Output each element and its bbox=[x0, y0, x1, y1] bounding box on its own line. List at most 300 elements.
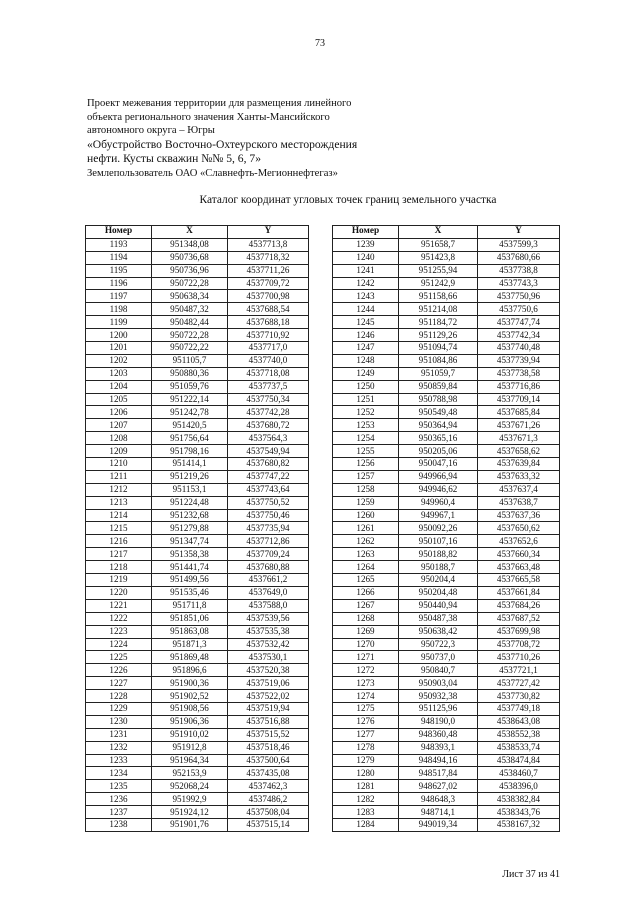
table-row bbox=[333, 612, 560, 625]
table-row bbox=[333, 561, 560, 574]
table-row bbox=[333, 690, 560, 703]
table-row bbox=[333, 702, 560, 715]
cell-y: 4537747,74 bbox=[478, 316, 560, 329]
cell-y: 4537522,02 bbox=[228, 690, 309, 703]
cell-y: 4538460,7 bbox=[478, 767, 560, 780]
cell-number: 1281 bbox=[333, 780, 399, 793]
cell-x: 948517,84 bbox=[399, 767, 478, 780]
table-row bbox=[333, 638, 560, 651]
cell-x: 950736,96 bbox=[152, 264, 228, 277]
cell-x: 951129,26 bbox=[399, 329, 478, 342]
cell-x: 952153,9 bbox=[152, 767, 228, 780]
cell-y: 4537710,92 bbox=[228, 329, 309, 342]
cell-x: 949946,62 bbox=[399, 483, 478, 496]
cell-x: 951214,08 bbox=[399, 303, 478, 316]
cell-number: 1219 bbox=[86, 574, 152, 587]
coordinates-table-right bbox=[332, 225, 560, 832]
cell-number: 1264 bbox=[333, 561, 399, 574]
table-row bbox=[86, 806, 309, 819]
cell-number: 1232 bbox=[86, 741, 152, 754]
cell-number: 1261 bbox=[333, 522, 399, 535]
cell-number: 1252 bbox=[333, 406, 399, 419]
table-row bbox=[333, 728, 560, 741]
cell-y: 4537599,3 bbox=[478, 238, 560, 251]
cell-y: 4537663,48 bbox=[478, 561, 560, 574]
cell-y: 4537750,6 bbox=[478, 303, 560, 316]
cell-number: 1194 bbox=[86, 251, 152, 264]
cell-y: 4537750,34 bbox=[228, 393, 309, 406]
table-row bbox=[86, 780, 309, 793]
table-row bbox=[333, 483, 560, 496]
cell-number: 1262 bbox=[333, 535, 399, 548]
cell-x: 949960,4 bbox=[399, 496, 478, 509]
cell-number: 1226 bbox=[86, 664, 152, 677]
cell-y: 4537712,86 bbox=[228, 535, 309, 548]
table-row bbox=[333, 277, 560, 290]
cell-y: 4538552,38 bbox=[478, 728, 560, 741]
table-row bbox=[86, 702, 309, 715]
cell-x: 950903,04 bbox=[399, 677, 478, 690]
table-row bbox=[86, 690, 309, 703]
table-row bbox=[86, 586, 309, 599]
table-row bbox=[86, 741, 309, 754]
cell-number: 1231 bbox=[86, 728, 152, 741]
cell-number: 1203 bbox=[86, 367, 152, 380]
cell-x: 951658,7 bbox=[399, 238, 478, 251]
cell-number: 1227 bbox=[86, 677, 152, 690]
cell-x: 951499,56 bbox=[152, 574, 228, 587]
table-row bbox=[333, 586, 560, 599]
cell-number: 1233 bbox=[86, 754, 152, 767]
table-row bbox=[86, 625, 309, 638]
table-row bbox=[86, 535, 309, 548]
table-row bbox=[333, 818, 560, 831]
cell-number: 1263 bbox=[333, 548, 399, 561]
table-row bbox=[86, 522, 309, 535]
cell-number: 1240 bbox=[333, 251, 399, 264]
table-row bbox=[86, 264, 309, 277]
cell-y: 4538474,84 bbox=[478, 754, 560, 767]
cell-x: 951992,9 bbox=[152, 793, 228, 806]
cell-y: 4537684,26 bbox=[478, 599, 560, 612]
cell-x: 951901,76 bbox=[152, 818, 228, 831]
cell-y: 4537637,4 bbox=[478, 483, 560, 496]
cell-x: 951158,66 bbox=[399, 290, 478, 303]
cell-number: 1195 bbox=[86, 264, 152, 277]
table-row bbox=[333, 548, 560, 561]
cell-x: 951535,46 bbox=[152, 586, 228, 599]
table-row bbox=[86, 277, 309, 290]
cell-y: 4537688,18 bbox=[228, 316, 309, 329]
table-row bbox=[86, 406, 309, 419]
cell-x: 951222,14 bbox=[152, 393, 228, 406]
cell-y: 4537665,58 bbox=[478, 574, 560, 587]
table-row bbox=[333, 303, 560, 316]
cell-y: 4537649,0 bbox=[228, 586, 309, 599]
cell-y: 4537515,14 bbox=[228, 818, 309, 831]
table-row bbox=[86, 483, 309, 496]
cell-y: 4537727,42 bbox=[478, 677, 560, 690]
cell-x: 949966,94 bbox=[399, 470, 478, 483]
cell-number: 1273 bbox=[333, 677, 399, 690]
header-line: автономного округа – Югры bbox=[87, 125, 215, 137]
cell-y: 4537633,32 bbox=[478, 470, 560, 483]
column-header-number: Номер bbox=[86, 226, 152, 239]
cell-y: 4537658,62 bbox=[478, 445, 560, 458]
cell-x: 950722,28 bbox=[152, 329, 228, 342]
cell-x: 948360,48 bbox=[399, 728, 478, 741]
cell-y: 4537680,66 bbox=[478, 251, 560, 264]
table-row bbox=[86, 342, 309, 355]
cell-y: 4537660,34 bbox=[478, 548, 560, 561]
cell-x: 950188,7 bbox=[399, 561, 478, 574]
header-line: нефти. Кусты скважин №№ 5, 6, 7» bbox=[87, 152, 261, 166]
cell-x: 951798,16 bbox=[152, 445, 228, 458]
cell-y: 4537530,1 bbox=[228, 651, 309, 664]
cell-x: 949019,34 bbox=[399, 818, 478, 831]
cell-y: 4537750,46 bbox=[228, 509, 309, 522]
cell-number: 1216 bbox=[86, 535, 152, 548]
cell-x: 948714,1 bbox=[399, 806, 478, 819]
cell-x: 951184,72 bbox=[399, 316, 478, 329]
cell-y: 4537743,64 bbox=[228, 483, 309, 496]
cell-number: 1211 bbox=[86, 470, 152, 483]
table-row bbox=[333, 741, 560, 754]
cell-x: 951910,02 bbox=[152, 728, 228, 741]
page-number: 73 bbox=[315, 38, 325, 49]
cell-x: 951414,1 bbox=[152, 458, 228, 471]
cell-y: 4537462,3 bbox=[228, 780, 309, 793]
cell-y: 4537637,36 bbox=[478, 509, 560, 522]
table-row bbox=[86, 432, 309, 445]
cell-x: 950188,82 bbox=[399, 548, 478, 561]
cell-x: 951908,56 bbox=[152, 702, 228, 715]
cell-x: 950840,7 bbox=[399, 664, 478, 677]
cell-y: 4537700,98 bbox=[228, 290, 309, 303]
cell-y: 4537639,84 bbox=[478, 458, 560, 471]
cell-x: 950365,16 bbox=[399, 432, 478, 445]
cell-number: 1196 bbox=[86, 277, 152, 290]
cell-x: 951756,64 bbox=[152, 432, 228, 445]
cell-y: 4538533,74 bbox=[478, 741, 560, 754]
header-line: «Обустройство Восточно-Охтеурского месторождения bbox=[87, 137, 358, 151]
cell-x: 951348,08 bbox=[152, 238, 228, 251]
header-line: объекта регионального значения Ханты-Мансийского bbox=[87, 111, 330, 123]
cell-x: 951869,48 bbox=[152, 651, 228, 664]
cell-x: 951059,7 bbox=[399, 367, 478, 380]
cell-number: 1202 bbox=[86, 354, 152, 367]
cell-x: 951423,8 bbox=[399, 251, 478, 264]
table-row bbox=[86, 303, 309, 316]
table-row bbox=[86, 664, 309, 677]
cell-x: 951358,38 bbox=[152, 548, 228, 561]
cell-number: 1275 bbox=[333, 702, 399, 715]
table-row bbox=[86, 419, 309, 432]
cell-y: 4538167,32 bbox=[478, 818, 560, 831]
cell-number: 1230 bbox=[86, 715, 152, 728]
table-row bbox=[86, 715, 309, 728]
cell-y: 4537709,14 bbox=[478, 393, 560, 406]
cell-number: 1197 bbox=[86, 290, 152, 303]
cell-number: 1253 bbox=[333, 419, 399, 432]
cell-number: 1221 bbox=[86, 599, 152, 612]
catalog-title: Каталог координат угловых точек границ земельного участка bbox=[199, 194, 497, 206]
cell-number: 1239 bbox=[333, 238, 399, 251]
cell-x: 950205,06 bbox=[399, 445, 478, 458]
cell-number: 1269 bbox=[333, 625, 399, 638]
cell-number: 1250 bbox=[333, 380, 399, 393]
cell-x: 951242,78 bbox=[152, 406, 228, 419]
cell-y: 4537718,32 bbox=[228, 251, 309, 264]
cell-y: 4537713,8 bbox=[228, 238, 309, 251]
table-row bbox=[333, 806, 560, 819]
cell-y: 4537519,06 bbox=[228, 677, 309, 690]
cell-number: 1213 bbox=[86, 496, 152, 509]
cell-x: 950107,16 bbox=[399, 535, 478, 548]
cell-x: 952068,24 bbox=[152, 780, 228, 793]
cell-number: 1254 bbox=[333, 432, 399, 445]
cell-x: 951906,36 bbox=[152, 715, 228, 728]
cell-number: 1258 bbox=[333, 483, 399, 496]
cell-x: 950788,98 bbox=[399, 393, 478, 406]
cell-y: 4537699,98 bbox=[478, 625, 560, 638]
cell-number: 1223 bbox=[86, 625, 152, 638]
cell-number: 1214 bbox=[86, 509, 152, 522]
cell-number: 1222 bbox=[86, 612, 152, 625]
cell-y: 4538343,76 bbox=[478, 806, 560, 819]
cell-x: 950092,26 bbox=[399, 522, 478, 535]
cell-number: 1220 bbox=[86, 586, 152, 599]
cell-y: 4537749,18 bbox=[478, 702, 560, 715]
cell-number: 1271 bbox=[333, 651, 399, 664]
cell-y: 4537564,3 bbox=[228, 432, 309, 445]
cell-y: 4538382,84 bbox=[478, 793, 560, 806]
coordinates-table-left bbox=[85, 225, 309, 832]
table-row bbox=[86, 793, 309, 806]
cell-x: 951232,68 bbox=[152, 509, 228, 522]
cell-number: 1206 bbox=[86, 406, 152, 419]
cell-x: 950880,36 bbox=[152, 367, 228, 380]
cell-y: 4537716,86 bbox=[478, 380, 560, 393]
cell-y: 4537661,2 bbox=[228, 574, 309, 587]
cell-number: 1256 bbox=[333, 458, 399, 471]
cell-y: 4537717,0 bbox=[228, 342, 309, 355]
cell-y: 4537516,88 bbox=[228, 715, 309, 728]
cell-number: 1201 bbox=[86, 342, 152, 355]
cell-y: 4537740,0 bbox=[228, 354, 309, 367]
cell-y: 4537671,3 bbox=[478, 432, 560, 445]
cell-x: 950549,48 bbox=[399, 406, 478, 419]
cell-y: 4537742,34 bbox=[478, 329, 560, 342]
table-row bbox=[86, 599, 309, 612]
cell-number: 1270 bbox=[333, 638, 399, 651]
column-header-number: Номер bbox=[333, 226, 399, 239]
cell-number: 1225 bbox=[86, 651, 152, 664]
cell-x: 950487,38 bbox=[399, 612, 478, 625]
cell-number: 1257 bbox=[333, 470, 399, 483]
table-row bbox=[86, 728, 309, 741]
cell-number: 1236 bbox=[86, 793, 152, 806]
cell-x: 950364,94 bbox=[399, 419, 478, 432]
table-row bbox=[333, 767, 560, 780]
table-row bbox=[86, 354, 309, 367]
table-row bbox=[333, 625, 560, 638]
cell-y: 4537750,96 bbox=[478, 290, 560, 303]
cell-y: 4537532,42 bbox=[228, 638, 309, 651]
cell-number: 1209 bbox=[86, 445, 152, 458]
cell-y: 4537508,04 bbox=[228, 806, 309, 819]
table-header-row bbox=[333, 226, 560, 239]
table-row bbox=[333, 354, 560, 367]
cell-x: 950859,84 bbox=[399, 380, 478, 393]
cell-x: 948494,16 bbox=[399, 754, 478, 767]
table-row bbox=[333, 574, 560, 587]
cell-x: 948393,1 bbox=[399, 741, 478, 754]
cell-x: 951094,74 bbox=[399, 342, 478, 355]
table-row bbox=[333, 432, 560, 445]
cell-number: 1204 bbox=[86, 380, 152, 393]
table-row bbox=[333, 238, 560, 251]
cell-y: 4537535,38 bbox=[228, 625, 309, 638]
cell-number: 1282 bbox=[333, 793, 399, 806]
cell-y: 4537747,22 bbox=[228, 470, 309, 483]
cell-y: 4537738,8 bbox=[478, 264, 560, 277]
table-row bbox=[333, 419, 560, 432]
table-row bbox=[333, 496, 560, 509]
cell-x: 949967,1 bbox=[399, 509, 478, 522]
cell-y: 4537588,0 bbox=[228, 599, 309, 612]
cell-number: 1215 bbox=[86, 522, 152, 535]
cell-x: 951242,9 bbox=[399, 277, 478, 290]
cell-number: 1212 bbox=[86, 483, 152, 496]
column-header-y: Y bbox=[478, 226, 560, 239]
document-header bbox=[87, 97, 507, 181]
cell-y: 4537721,1 bbox=[478, 664, 560, 677]
cell-y: 4537652,6 bbox=[478, 535, 560, 548]
column-header-x: X bbox=[152, 226, 228, 239]
cell-y: 4537742,28 bbox=[228, 406, 309, 419]
cell-number: 1244 bbox=[333, 303, 399, 316]
cell-x: 950638,42 bbox=[399, 625, 478, 638]
cell-y: 4537708,72 bbox=[478, 638, 560, 651]
table-row bbox=[86, 638, 309, 651]
cell-y: 4537680,72 bbox=[228, 419, 309, 432]
cell-y: 4537710,26 bbox=[478, 651, 560, 664]
table-row bbox=[86, 574, 309, 587]
cell-y: 4537519,94 bbox=[228, 702, 309, 715]
table-row bbox=[333, 367, 560, 380]
table-row bbox=[333, 535, 560, 548]
cell-number: 1268 bbox=[333, 612, 399, 625]
cell-y: 4537687,52 bbox=[478, 612, 560, 625]
cell-number: 1228 bbox=[86, 690, 152, 703]
table-row bbox=[86, 612, 309, 625]
table-row bbox=[333, 470, 560, 483]
table-row bbox=[86, 393, 309, 406]
table-row bbox=[333, 290, 560, 303]
cell-y: 4537735,94 bbox=[228, 522, 309, 535]
cell-y: 4537737,5 bbox=[228, 380, 309, 393]
cell-number: 1217 bbox=[86, 548, 152, 561]
table-row bbox=[86, 290, 309, 303]
table-row bbox=[333, 780, 560, 793]
cell-y: 4538643,08 bbox=[478, 715, 560, 728]
cell-x: 951219,26 bbox=[152, 470, 228, 483]
cell-number: 1241 bbox=[333, 264, 399, 277]
cell-x: 948190,0 bbox=[399, 715, 478, 728]
table-row bbox=[86, 380, 309, 393]
cell-x: 950737,0 bbox=[399, 651, 478, 664]
cell-number: 1234 bbox=[86, 767, 152, 780]
cell-x: 951059,76 bbox=[152, 380, 228, 393]
table-row bbox=[333, 380, 560, 393]
cell-y: 4538396,0 bbox=[478, 780, 560, 793]
cell-number: 1280 bbox=[333, 767, 399, 780]
table-row bbox=[333, 509, 560, 522]
cell-number: 1224 bbox=[86, 638, 152, 651]
table-row bbox=[333, 329, 560, 342]
cell-number: 1247 bbox=[333, 342, 399, 355]
cell-number: 1267 bbox=[333, 599, 399, 612]
cell-x: 951347,74 bbox=[152, 535, 228, 548]
cell-number: 1243 bbox=[333, 290, 399, 303]
header-line: Проект межевания территории для размещения линейного bbox=[87, 98, 352, 109]
cell-number: 1272 bbox=[333, 664, 399, 677]
cell-number: 1260 bbox=[333, 509, 399, 522]
column-header-y: Y bbox=[228, 226, 309, 239]
cell-y: 4537518,46 bbox=[228, 741, 309, 754]
cell-y: 4537520,38 bbox=[228, 664, 309, 677]
cell-number: 1238 bbox=[86, 818, 152, 831]
cell-y: 4537638,7 bbox=[478, 496, 560, 509]
cell-y: 4537709,24 bbox=[228, 548, 309, 561]
sheet-label: Лист 37 из 41 bbox=[502, 869, 560, 880]
cell-x: 950722,22 bbox=[152, 342, 228, 355]
cell-y: 4537500,64 bbox=[228, 754, 309, 767]
cell-x: 951153,1 bbox=[152, 483, 228, 496]
cell-number: 1283 bbox=[333, 806, 399, 819]
cell-number: 1249 bbox=[333, 367, 399, 380]
table-row bbox=[86, 238, 309, 251]
cell-number: 1218 bbox=[86, 561, 152, 574]
cell-x: 950932,38 bbox=[399, 690, 478, 703]
table-row bbox=[86, 367, 309, 380]
table-row bbox=[333, 264, 560, 277]
cell-x: 951896,6 bbox=[152, 664, 228, 677]
table-row bbox=[333, 406, 560, 419]
cell-y: 4537680,82 bbox=[228, 458, 309, 471]
cell-y: 4537486,2 bbox=[228, 793, 309, 806]
cell-number: 1246 bbox=[333, 329, 399, 342]
table-row bbox=[86, 561, 309, 574]
table-row bbox=[86, 548, 309, 561]
table-row bbox=[333, 458, 560, 471]
cell-number: 1274 bbox=[333, 690, 399, 703]
cell-number: 1198 bbox=[86, 303, 152, 316]
cell-x: 951871,3 bbox=[152, 638, 228, 651]
cell-x: 951964,34 bbox=[152, 754, 228, 767]
cell-y: 4537730,82 bbox=[478, 690, 560, 703]
cell-number: 1208 bbox=[86, 432, 152, 445]
cell-y: 4537549,94 bbox=[228, 445, 309, 458]
table-row bbox=[86, 818, 309, 831]
cell-x: 950047,16 bbox=[399, 458, 478, 471]
cell-y: 4537661,84 bbox=[478, 586, 560, 599]
table-row bbox=[333, 522, 560, 535]
cell-x: 951125,96 bbox=[399, 702, 478, 715]
cell-y: 4537739,94 bbox=[478, 354, 560, 367]
column-header-x: X bbox=[399, 226, 478, 239]
